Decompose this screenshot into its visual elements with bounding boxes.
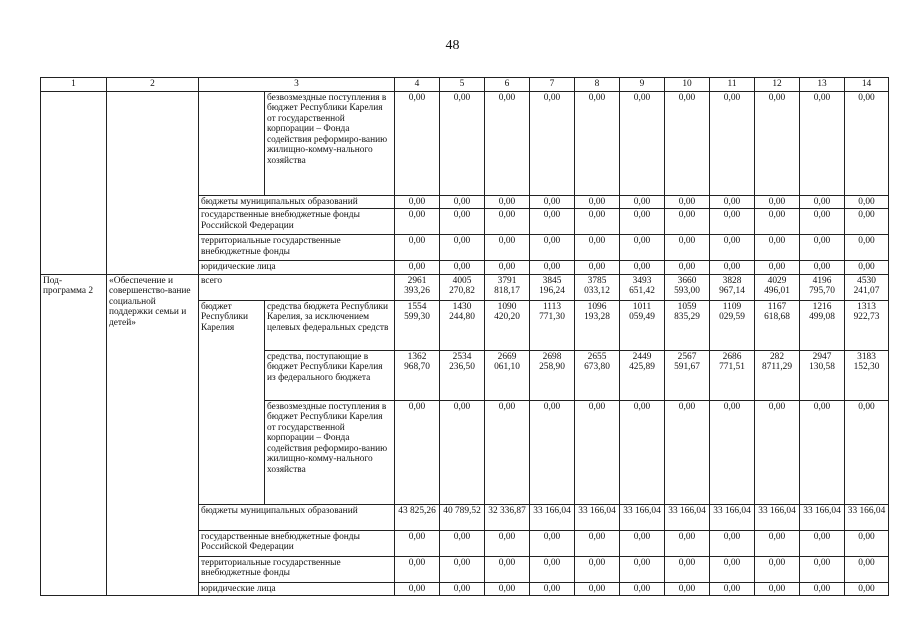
value-cell: 0,00 <box>575 582 620 596</box>
value-cell: 0,00 <box>710 556 755 582</box>
source-label: юридические лица <box>199 582 395 596</box>
value-cell: 0,00 <box>530 235 575 261</box>
value-cell: 0,00 <box>800 261 845 275</box>
value-cell: 0,00 <box>800 556 845 582</box>
value-cell: 0,00 <box>800 530 845 556</box>
value-cell: 43 825,26 <box>395 504 440 530</box>
value-cell: 3791 818,17 <box>485 274 530 300</box>
value-cell: 0,00 <box>620 530 665 556</box>
value-cell: 0,00 <box>665 261 710 275</box>
program-name-cell: «Обеспечение и совершенство-вание социальной поддержки семьи и детей» <box>107 274 199 596</box>
value-cell: 3785 033,12 <box>575 274 620 300</box>
value-cell: 33 166,04 <box>665 504 710 530</box>
value-cell: 0,00 <box>665 582 710 596</box>
value-cell: 1059 835,29 <box>665 300 710 350</box>
value-cell: 0,00 <box>395 556 440 582</box>
value-cell: 0,00 <box>440 400 485 504</box>
column-number: 7 <box>530 78 575 92</box>
value-cell: 0,00 <box>665 400 710 504</box>
value-cell: 0,00 <box>575 400 620 504</box>
value-cell: 0,00 <box>845 91 889 195</box>
column-number: 13 <box>800 78 845 92</box>
value-cell: 2947 130,58 <box>800 350 845 400</box>
value-cell: 0,00 <box>485 235 530 261</box>
value-cell: 1313 922,73 <box>845 300 889 350</box>
page-number: 48 <box>445 38 460 53</box>
value-cell: 0,00 <box>575 209 620 235</box>
value-cell: 4029 496,01 <box>755 274 800 300</box>
value-cell: 0,00 <box>440 582 485 596</box>
value-cell: 33 166,04 <box>620 504 665 530</box>
value-cell: 0,00 <box>845 209 889 235</box>
value-cell: 0,00 <box>485 91 530 195</box>
value-cell: 0,00 <box>845 235 889 261</box>
value-cell: 0,00 <box>575 195 620 209</box>
value-cell: 2669 061,10 <box>485 350 530 400</box>
value-cell: 0,00 <box>485 582 530 596</box>
column-number: 12 <box>755 78 800 92</box>
value-cell: 0,00 <box>845 556 889 582</box>
source-label: государственные внебюджетные фонды Российской Федерации <box>199 209 395 235</box>
value-cell: 0,00 <box>485 195 530 209</box>
value-cell: 0,00 <box>395 195 440 209</box>
column-number: 2 <box>107 78 199 92</box>
source-label: юридические лица <box>199 261 395 275</box>
value-cell: 282 8711,29 <box>755 350 800 400</box>
value-cell: 0,00 <box>530 91 575 195</box>
value-cell: 0,00 <box>665 209 710 235</box>
value-cell: 1554 599,30 <box>395 300 440 350</box>
value-cell: 0,00 <box>620 261 665 275</box>
value-cell: 0,00 <box>530 400 575 504</box>
column-number: 9 <box>620 78 665 92</box>
value-cell: 32 336,87 <box>485 504 530 530</box>
value-cell: 3493 651,42 <box>620 274 665 300</box>
column-number: 5 <box>440 78 485 92</box>
value-cell: 0,00 <box>620 400 665 504</box>
value-cell: 2698 258,90 <box>530 350 575 400</box>
empty-cell <box>41 91 107 274</box>
source-label: безвозмездные поступления в бюджет Республики Карелия от государственной корпорации – Фонда содействия реформиро-ванию жилищно-комму-нального хозяйства <box>265 91 395 195</box>
source-label: средства бюджета Республики Карелия, за исключением целевых федеральных средств <box>265 300 395 350</box>
value-cell: 0,00 <box>620 195 665 209</box>
header-row <box>41 78 889 92</box>
source-label: безвозмездные поступления в бюджет Республики Карелия от государственной корпорации – Фонда содействия реформиро-ванию жилищно-комму-нального хозяйства <box>265 400 395 504</box>
column-number: 1 <box>41 78 107 92</box>
value-cell: 1216 499,08 <box>800 300 845 350</box>
empty-cell <box>107 91 199 274</box>
value-cell: 0,00 <box>710 400 755 504</box>
value-cell: 0,00 <box>530 261 575 275</box>
value-cell: 0,00 <box>710 195 755 209</box>
value-cell: 33 166,04 <box>800 504 845 530</box>
value-cell: 1090 420,20 <box>485 300 530 350</box>
value-cell: 4005 270,82 <box>440 274 485 300</box>
value-cell: 0,00 <box>665 556 710 582</box>
value-cell: 0,00 <box>575 530 620 556</box>
value-cell: 0,00 <box>800 209 845 235</box>
value-cell: 2567 591,67 <box>665 350 710 400</box>
value-cell: 2449 425,89 <box>620 350 665 400</box>
value-cell: 0,00 <box>710 261 755 275</box>
value-cell: 0,00 <box>620 209 665 235</box>
value-cell: 1096 193,28 <box>575 300 620 350</box>
column-number: 8 <box>575 78 620 92</box>
value-cell: 0,00 <box>845 530 889 556</box>
value-cell: 0,00 <box>755 195 800 209</box>
program-cell: Под-программа 2 <box>41 274 107 596</box>
value-cell: 0,00 <box>395 530 440 556</box>
value-cell: 0,00 <box>530 556 575 582</box>
source-label: средства, поступающие в бюджет Республики Карелия из федерального бюджета <box>265 350 395 400</box>
value-cell: 0,00 <box>440 195 485 209</box>
source-label: территориальные государственные внебюджетные фонды <box>199 556 395 582</box>
value-cell: 1362 968,70 <box>395 350 440 400</box>
value-cell: 0,00 <box>845 261 889 275</box>
value-cell: 0,00 <box>755 235 800 261</box>
value-cell: 0,00 <box>575 556 620 582</box>
value-cell: 0,00 <box>665 91 710 195</box>
column-number: 11 <box>710 78 755 92</box>
value-cell: 0,00 <box>530 530 575 556</box>
value-cell: 0,00 <box>485 261 530 275</box>
value-cell: 0,00 <box>665 530 710 556</box>
table-row <box>41 91 889 195</box>
value-cell: 0,00 <box>485 556 530 582</box>
value-cell: 4196 795,70 <box>800 274 845 300</box>
column-number: 3 <box>199 78 395 92</box>
value-cell: 33 166,04 <box>845 504 889 530</box>
value-cell: 0,00 <box>800 235 845 261</box>
value-cell: 0,00 <box>530 209 575 235</box>
column-number: 4 <box>395 78 440 92</box>
value-cell: 33 166,04 <box>575 504 620 530</box>
value-cell: 0,00 <box>530 582 575 596</box>
value-cell: 3828 967,14 <box>710 274 755 300</box>
value-cell: 0,00 <box>440 235 485 261</box>
value-cell: 0,00 <box>485 530 530 556</box>
value-cell: 33 166,04 <box>710 504 755 530</box>
value-cell: 0,00 <box>755 400 800 504</box>
value-cell: 2961 393,26 <box>395 274 440 300</box>
value-cell: 0,00 <box>710 209 755 235</box>
table-row <box>41 274 889 300</box>
value-cell: 0,00 <box>395 582 440 596</box>
value-cell: 0,00 <box>755 556 800 582</box>
value-cell: 0,00 <box>755 582 800 596</box>
value-cell: 1109 029,59 <box>710 300 755 350</box>
value-cell: 0,00 <box>620 556 665 582</box>
value-cell: 0,00 <box>665 195 710 209</box>
value-cell: 0,00 <box>620 582 665 596</box>
budget-table <box>40 77 889 596</box>
value-cell: 0,00 <box>440 530 485 556</box>
value-cell: 1113 771,30 <box>530 300 575 350</box>
source-label: бюджеты муниципальных образований <box>199 195 395 209</box>
value-cell: 0,00 <box>575 261 620 275</box>
value-cell: 4530 241,07 <box>845 274 889 300</box>
value-cell: 33 166,04 <box>530 504 575 530</box>
value-cell: 2686 771,51 <box>710 350 755 400</box>
value-cell: 0,00 <box>440 91 485 195</box>
value-cell: 0,00 <box>485 400 530 504</box>
value-cell: 2655 673,80 <box>575 350 620 400</box>
value-cell: 0,00 <box>620 235 665 261</box>
value-cell: 0,00 <box>395 91 440 195</box>
value-cell: 0,00 <box>395 235 440 261</box>
value-cell: 0,00 <box>395 400 440 504</box>
value-cell: 0,00 <box>710 91 755 195</box>
value-cell: 40 789,52 <box>440 504 485 530</box>
value-cell: 0,00 <box>755 261 800 275</box>
value-cell: 0,00 <box>530 195 575 209</box>
value-cell: 0,00 <box>395 209 440 235</box>
value-cell: 0,00 <box>440 556 485 582</box>
source-label: бюджеты муниципальных образований <box>199 504 395 530</box>
value-cell: 0,00 <box>575 91 620 195</box>
column-number: 6 <box>485 78 530 92</box>
column-number: 10 <box>665 78 710 92</box>
source-label: всего <box>199 274 395 300</box>
budget-rk-label: бюджет Республики Карелия <box>199 300 265 504</box>
value-cell: 0,00 <box>845 400 889 504</box>
value-cell: 3183 152,30 <box>845 350 889 400</box>
value-cell: 0,00 <box>800 400 845 504</box>
empty-cell <box>199 91 265 195</box>
value-cell: 1011 059,49 <box>620 300 665 350</box>
value-cell: 0,00 <box>845 582 889 596</box>
value-cell: 33 166,04 <box>755 504 800 530</box>
source-label: государственные внебюджетные фонды Российской Федерации <box>199 530 395 556</box>
value-cell: 0,00 <box>755 209 800 235</box>
value-cell: 0,00 <box>440 261 485 275</box>
value-cell: 0,00 <box>395 261 440 275</box>
value-cell: 0,00 <box>710 235 755 261</box>
value-cell: 0,00 <box>800 91 845 195</box>
source-label: территориальные государственные внебюджетные фонды <box>199 235 395 261</box>
value-cell: 0,00 <box>845 195 889 209</box>
value-cell: 0,00 <box>710 582 755 596</box>
value-cell: 0,00 <box>620 91 665 195</box>
value-cell: 0,00 <box>800 195 845 209</box>
value-cell: 0,00 <box>800 582 845 596</box>
value-cell: 0,00 <box>755 91 800 195</box>
value-cell: 0,00 <box>755 530 800 556</box>
value-cell: 1167 618,68 <box>755 300 800 350</box>
value-cell: 0,00 <box>485 209 530 235</box>
value-cell: 0,00 <box>665 235 710 261</box>
value-cell: 0,00 <box>710 530 755 556</box>
value-cell: 0,00 <box>575 235 620 261</box>
value-cell: 3660 593,00 <box>665 274 710 300</box>
value-cell: 0,00 <box>440 209 485 235</box>
value-cell: 3845 196,24 <box>530 274 575 300</box>
value-cell: 2534 236,50 <box>440 350 485 400</box>
value-cell: 1430 244,80 <box>440 300 485 350</box>
column-number: 14 <box>845 78 889 92</box>
